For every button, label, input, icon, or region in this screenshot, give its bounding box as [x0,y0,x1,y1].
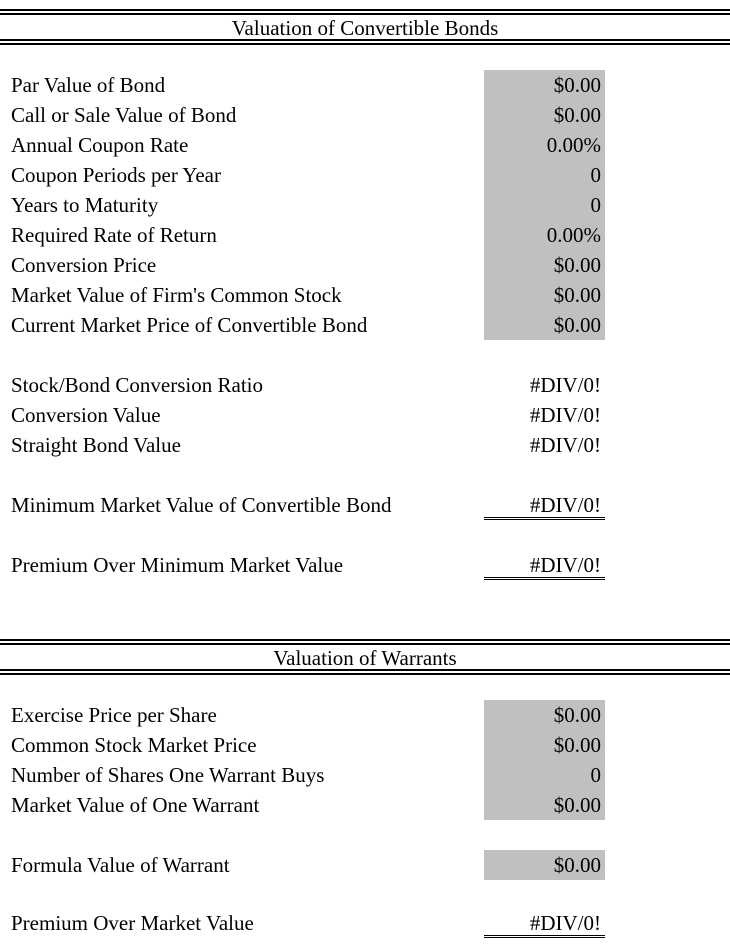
bond-input-row [0,310,730,340]
conversion-value-value: #DIV/0! [529,403,601,427]
input-label: Market Value of Firm's Common Stock [11,283,342,307]
bond-premium-row [0,550,730,580]
input-label: Call or Sale Value of Bond [11,103,237,127]
bond-input-row [0,190,730,220]
formula-value-result: $0.00 [484,850,605,880]
warrant-premium-label: Premium Over Market Value [11,911,254,935]
input-label: Common Stock Market Price [11,733,257,757]
warrant-input-row [0,700,730,730]
warrants-section-title: Valuation of Warrants [273,646,457,670]
warrant-input-row [0,790,730,820]
warrants-title-rule-2 [0,673,730,675]
required-return-cell[interactable]: 0.00% [484,220,605,250]
output-label: Stock/Bond Conversion Ratio [11,373,263,397]
input-label: Number of Shares One Warrant Buys [11,763,325,787]
input-label: Exercise Price per Share [11,703,217,727]
bonds-title-rule [0,39,730,41]
bond-output-row [0,370,730,400]
input-label: Annual Coupon Rate [11,133,189,157]
call-value-cell[interactable]: $0.00 [484,100,605,130]
warrants-title-rule [0,669,730,671]
years-to-maturity-cell[interactable]: 0 [484,190,605,220]
output-label: Straight Bond Value [11,433,181,457]
stock-price-cell[interactable]: $0.00 [484,730,605,760]
bond-input-row [0,220,730,250]
minimum-value-label: Minimum Market Value of Convertible Bond [11,493,392,517]
input-label: Coupon Periods per Year [11,163,221,187]
minimum-value-result: #DIV/0! [484,490,605,520]
bond-input-row [0,70,730,100]
warrant-input-row [0,730,730,760]
warrant-input-row [0,760,730,790]
formula-value-label: Formula Value of Warrant [11,853,230,877]
current-bond-price-cell[interactable]: $0.00 [484,310,605,340]
input-label: Par Value of Bond [11,73,166,97]
conversion-ratio-value: #DIV/0! [529,373,601,397]
bonds-section-title: Valuation of Convertible Bonds [231,16,499,40]
bond-premium-label: Premium Over Minimum Market Value [11,553,344,577]
input-label: Current Market Price of Convertible Bond [11,313,368,337]
bonds-top-rule [0,9,730,11]
formula-value-row [0,850,730,880]
bonds-title-rule-2 [0,43,730,45]
bond-input-row [0,100,730,130]
bond-premium-result: #DIV/0! [484,550,605,580]
warrant-premium-row [0,908,730,938]
coupon-rate-cell[interactable]: 0.00% [484,130,605,160]
bond-output-row [0,430,730,460]
input-label: Required Rate of Return [11,223,217,247]
bond-input-row [0,250,730,280]
warrants-top-rule [0,639,730,641]
warrant-market-value-cell[interactable]: $0.00 [484,790,605,820]
output-label: Conversion Value [11,403,161,427]
bond-input-row [0,160,730,190]
par-value-cell[interactable]: $0.00 [484,70,605,100]
straight-bond-value: #DIV/0! [529,433,601,457]
minimum-value-row [0,490,730,520]
shares-per-warrant-cell[interactable]: 0 [484,760,605,790]
exercise-price-cell[interactable]: $0.00 [484,700,605,730]
bond-output-row [0,400,730,430]
bond-input-row [0,130,730,160]
conversion-price-cell[interactable]: $0.00 [484,250,605,280]
input-label: Years to Maturity [11,193,159,217]
input-label: Market Value of One Warrant [11,793,260,817]
coupon-periods-cell[interactable]: 0 [484,160,605,190]
bond-input-row [0,280,730,310]
stock-market-value-cell[interactable]: $0.00 [484,280,605,310]
warrant-premium-result: #DIV/0! [484,908,605,938]
input-label: Conversion Price [11,253,157,277]
